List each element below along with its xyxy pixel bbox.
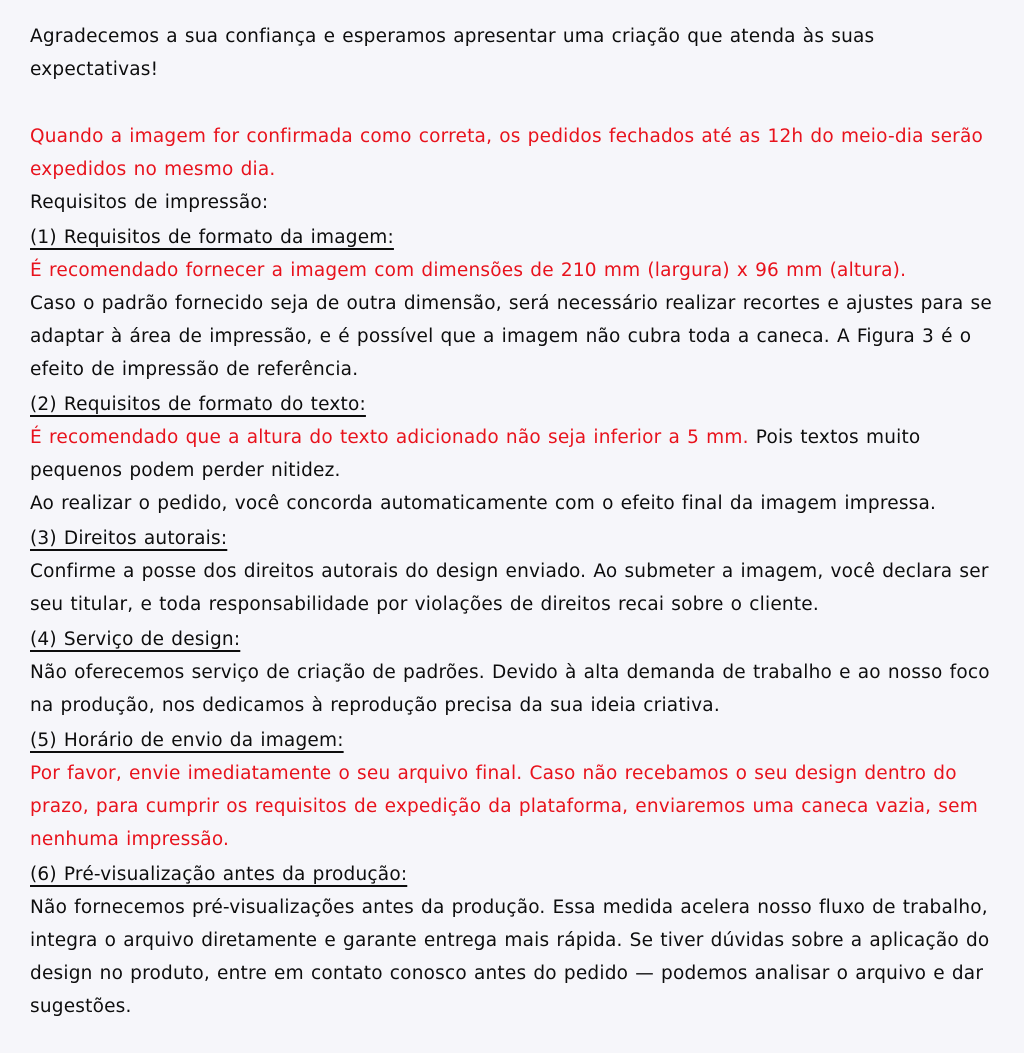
section-3-body: [30, 555, 994, 621]
section-2-agreement-segment-0: Ao realizar o pedido, você concorda automaticamente com o efeito final da imagem impressa.: [30, 493, 937, 514]
section-1-body-segment-0: Caso o padrão fornecido seja de outra dimensão, será necessário realizar recortes e ajustes para se adaptar à área de impressão, e é possível que a imagem não cubra toda a caneca. A Figura 3 é o efeito de impressão de referência.: [30, 293, 992, 380]
shipping-notice: [30, 120, 994, 186]
section-5-heading-segment-0: (5) Horário de envio da imagem:: [30, 730, 344, 751]
shipping-notice-segment-0: Quando a imagem for confirmada como correta, os pedidos fechados até as 12h do meio-dia serão expedidos no mesmo dia.: [30, 126, 984, 180]
section-3-heading-segment-0: (3) Direitos autorais:: [30, 528, 228, 549]
section-4-body: [30, 656, 994, 722]
section-4-heading: [30, 623, 994, 656]
section-6-body-segment-0: Não fornecemos pré-visualizações antes da produção. Essa medida acelera nosso fluxo de trabalho, integra o arquivo diretamente e garante entrega mais rápida. Se tiver dúvidas sobre a aplicação do design no produto, entre em contato conosco antes do pedido — podemos analisar o arquivo e dar sugestões.: [30, 897, 990, 1017]
section-6-heading: [30, 858, 994, 891]
section-1-recommendation-segment-0: É recomendado fornecer a imagem com dimensões de 210 mm (largura) x 96 mm (altura).: [30, 260, 907, 281]
section-5-heading: [30, 724, 994, 757]
print-requirements-title: [30, 186, 994, 219]
section-1-heading: [30, 221, 994, 254]
section-2-recommendation: [30, 421, 994, 487]
section-3-heading: [30, 522, 994, 555]
section-2-heading: [30, 388, 994, 421]
section-2-recommendation-segment-1: Pois textos muito pequenos podem perder nitidez.: [30, 427, 921, 481]
section-2-heading-segment-0: (2) Requisitos de formato do texto:: [30, 394, 366, 415]
section-3-body-segment-0: Confirme a posse dos direitos autorais do design enviado. Ao submeter a imagem, você declara ser seu titular, e toda responsabilidade por violações de direitos recai sobre o cliente.: [30, 561, 989, 615]
section-6-heading-segment-0: (6) Pré-visualização antes da produção:: [30, 864, 408, 885]
section-1-recommendation: [30, 254, 994, 287]
print-requirements-title-segment-0: Requisitos de impressão:: [30, 192, 269, 213]
section-1-heading-segment-0: (1) Requisitos de formato da imagem:: [30, 227, 394, 248]
section-5-body-segment-0: Por favor, envie imediatamente o seu arquivo final. Caso não recebamos o seu design dentro do prazo, para cumprir os requisitos de expedição da plataforma, enviaremos uma caneca vazia, sem nenhuma impressão.: [30, 763, 978, 850]
section-2-recommendation-segment-0: É recomendado que a altura do texto adicionado não seja inferior a 5 mm.: [30, 427, 756, 448]
intro-thanks: [30, 20, 994, 86]
section-4-heading-segment-0: (4) Serviço de design:: [30, 629, 241, 650]
section-2-agreement: [30, 487, 994, 520]
section-5-body: [30, 757, 994, 856]
section-6-body: [30, 891, 994, 1023]
section-4-body-segment-0: Não oferecemos serviço de criação de padrões. Devido à alta demanda de trabalho e ao nosso foco na produção, nos dedicamos à reprodução precisa da sua ideia criativa.: [30, 662, 990, 716]
intro-thanks-segment-0: Agradecemos a sua confiança e esperamos apresentar uma criação que atenda às suas expectativas!: [30, 26, 875, 80]
section-1-body: [30, 287, 994, 386]
